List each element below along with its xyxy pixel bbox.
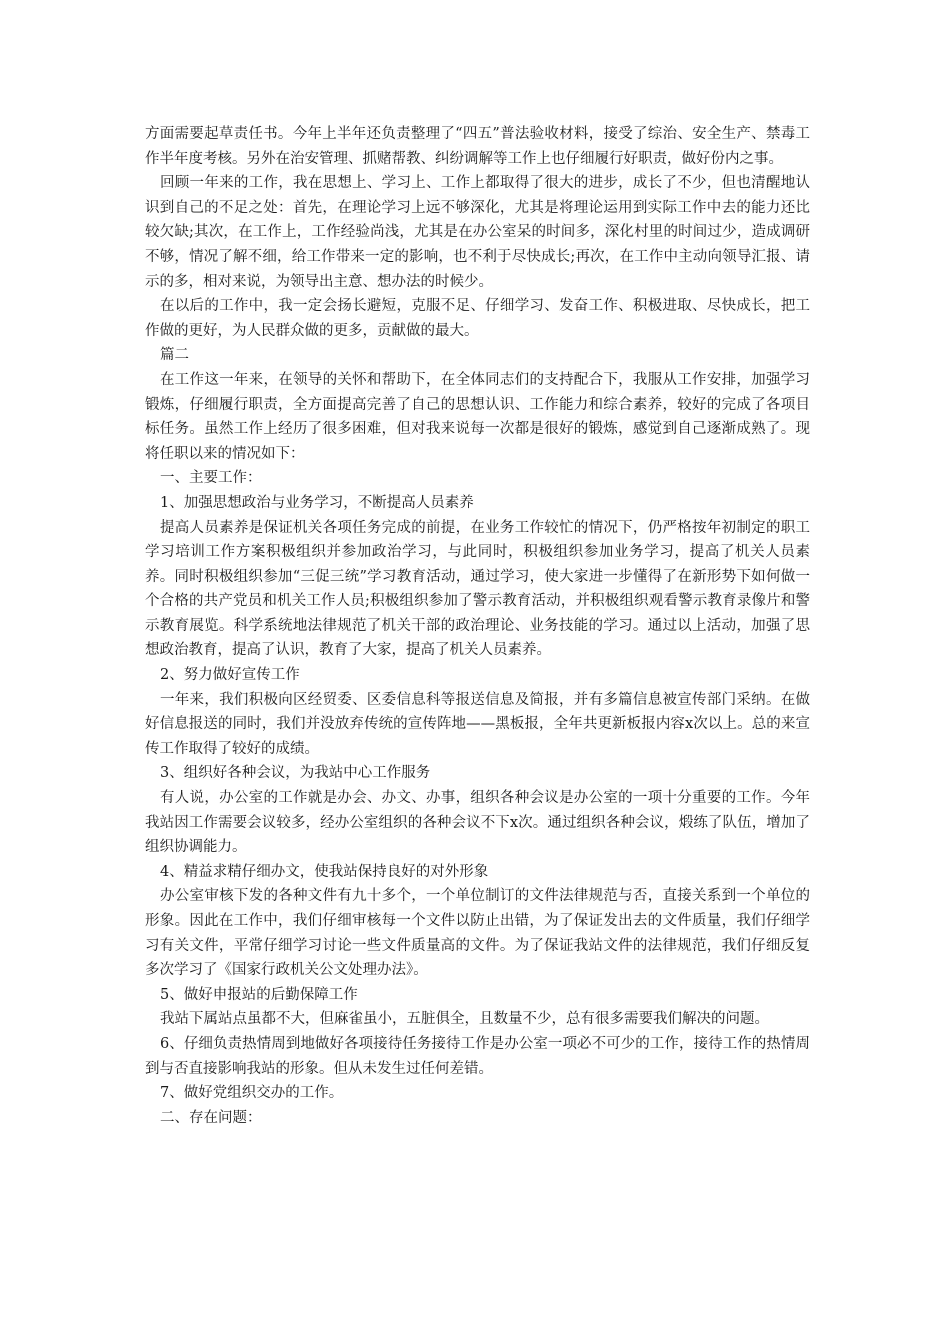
paragraph-item-1: 提高人员素养是保证机关各项任务完成的前提，在业务工作较忙的情况下，仍严格按年初制定的职工学习培训工作方案积极组织并参加政治学习，与此同时，积极组织参加业务学习，提高了机关人员素养。同时积极组织参加“三促三统”学习教育活动，通过学习，使大家进一步懂得了在新形势下如何做一个合格的共产党员和机关工作人员;积极组织参加了警示教育活动，并积极组织观看警示教育录像片和警示教育展览。科学系统地法律规范了机关干部的政治理论、业务技能的学习。通过以上活动，加强了思想政治教育，提高了认识，教育了大家，提高了机关人员素养。	[145, 519, 810, 659]
paragraph-review: 回顾一年来的工作，我在思想上、学习上、工作上都取得了很大的进步，成长了不少，但也清醒地认识到自己的不足之处：首先，在理论学习上远不够深化，尤其是将理论运用到实际工作中去的能力还比较欠缺;其次，在工作上，工作经验尚浅，尤其是在办公室呆的时间多，深化村里的时间过少，造成调研不够，情况了解不细，给工作带来一定的影响，也不利于尽快成长;再次，在工作中主动向领导汇报、请示的多，相对来说，为领导出主意、想办法的时候少。	[145, 175, 810, 290]
heading-item-4: 4、精益求精仔细办文，使我站保持良好的对外形象	[160, 863, 489, 880]
paragraph-item-7: 7、做好党组织交办的工作。	[160, 1085, 344, 1102]
paragraph-continued: 方面需要起草责任书。今年上半年还负责整理了“四五”普法验收材料，接受了综治、安全生产、禁毒工作半年度考核。另外在治安管理、抓赌帮教、纠纷调解等工作上也仔细履行好职责，做好份内之事。	[145, 126, 810, 167]
paragraph-intro: 在工作这一年来，在领导的关怀和帮助下，在全体同志们的支持配合下，我服从工作安排，加强学习锻炼，仔细履行职责，全方面提高完善了自己的思想认识、工作能力和综合素养，较好的完成了各项目标任务。虽然工作上经历了很多困难，但对我来说每一次都是很好的锻炼，感觉到自己逐渐成熟了。现将任职以来的情况如下：	[145, 371, 810, 462]
section-heading-part-two: 篇二	[160, 347, 189, 364]
paragraph-item-4: 办公室审核下发的各种文件有九十多个，一个单位制订的文件法律规范与否，直接关系到一个单位的形象。因此在工作中，我们仔细审核每一个文件以防止出错，为了保证发出去的文件质量，我们仔细学习有关文件，平常仔细学习讨论一些文件质量高的文件。为了保证我站文件的法律规范，我们仔细反复多次学习了《国家行政机关公文处理办法》。	[145, 888, 810, 979]
heading-item-2: 2、努力做好宣传工作	[160, 667, 300, 684]
paragraph-item-2: 一年来，我们积极向区经贸委、区委信息科等报送信息及简报，并有多篇信息被宣传部门采纳。在做好信息报送的同时，我们并没放弃传统的宣传阵地——黑板报，全年共更新板报内容x次以上。总的来宣传工作取得了较好的成绩。	[145, 691, 810, 757]
heading-item-1: 1、加强思想政治与业务学习，不断提高人员素养	[160, 494, 474, 511]
paragraph-future: 在以后的工作中，我一定会扬长避短，克服不足、仔细学习、发奋工作、积极进取、尽快成长，把工作做的更好，为人民群众做的更多，贡献做的最大。	[145, 298, 810, 339]
paragraph-item-6: 6、仔细负责热情周到地做好各项接待任务接待工作是办公室一项必不可少的工作，接待工作的热情周到与否直接影响我站的形象。但从未发生过任何差错。	[145, 1035, 810, 1077]
document-body	[145, 122, 810, 1130]
paragraph-item-3: 有人说，办公室的工作就是办会、办文、办事，组织各种会议是办公室的一项十分重要的工作。今年我站因工作需要会议较多，经办公室组织的各种会议不下x次。通过组织各种会议，煅练了队伍，增加了组织协调能力。	[145, 790, 810, 856]
heading-problems: 二、存在问题：	[160, 1109, 262, 1126]
heading-main-work: 一、主要工作：	[160, 470, 262, 487]
paragraph-item-5: 我站下属站点虽都不大，但麻雀虽小，五脏俱全，且数量不少，总有很多需要我们解决的问题。	[160, 1011, 769, 1028]
heading-item-3: 3、组织好各种会议，为我站中心工作服务	[160, 765, 431, 782]
heading-item-5: 5、做好申报站的后勤保障工作	[160, 986, 358, 1003]
